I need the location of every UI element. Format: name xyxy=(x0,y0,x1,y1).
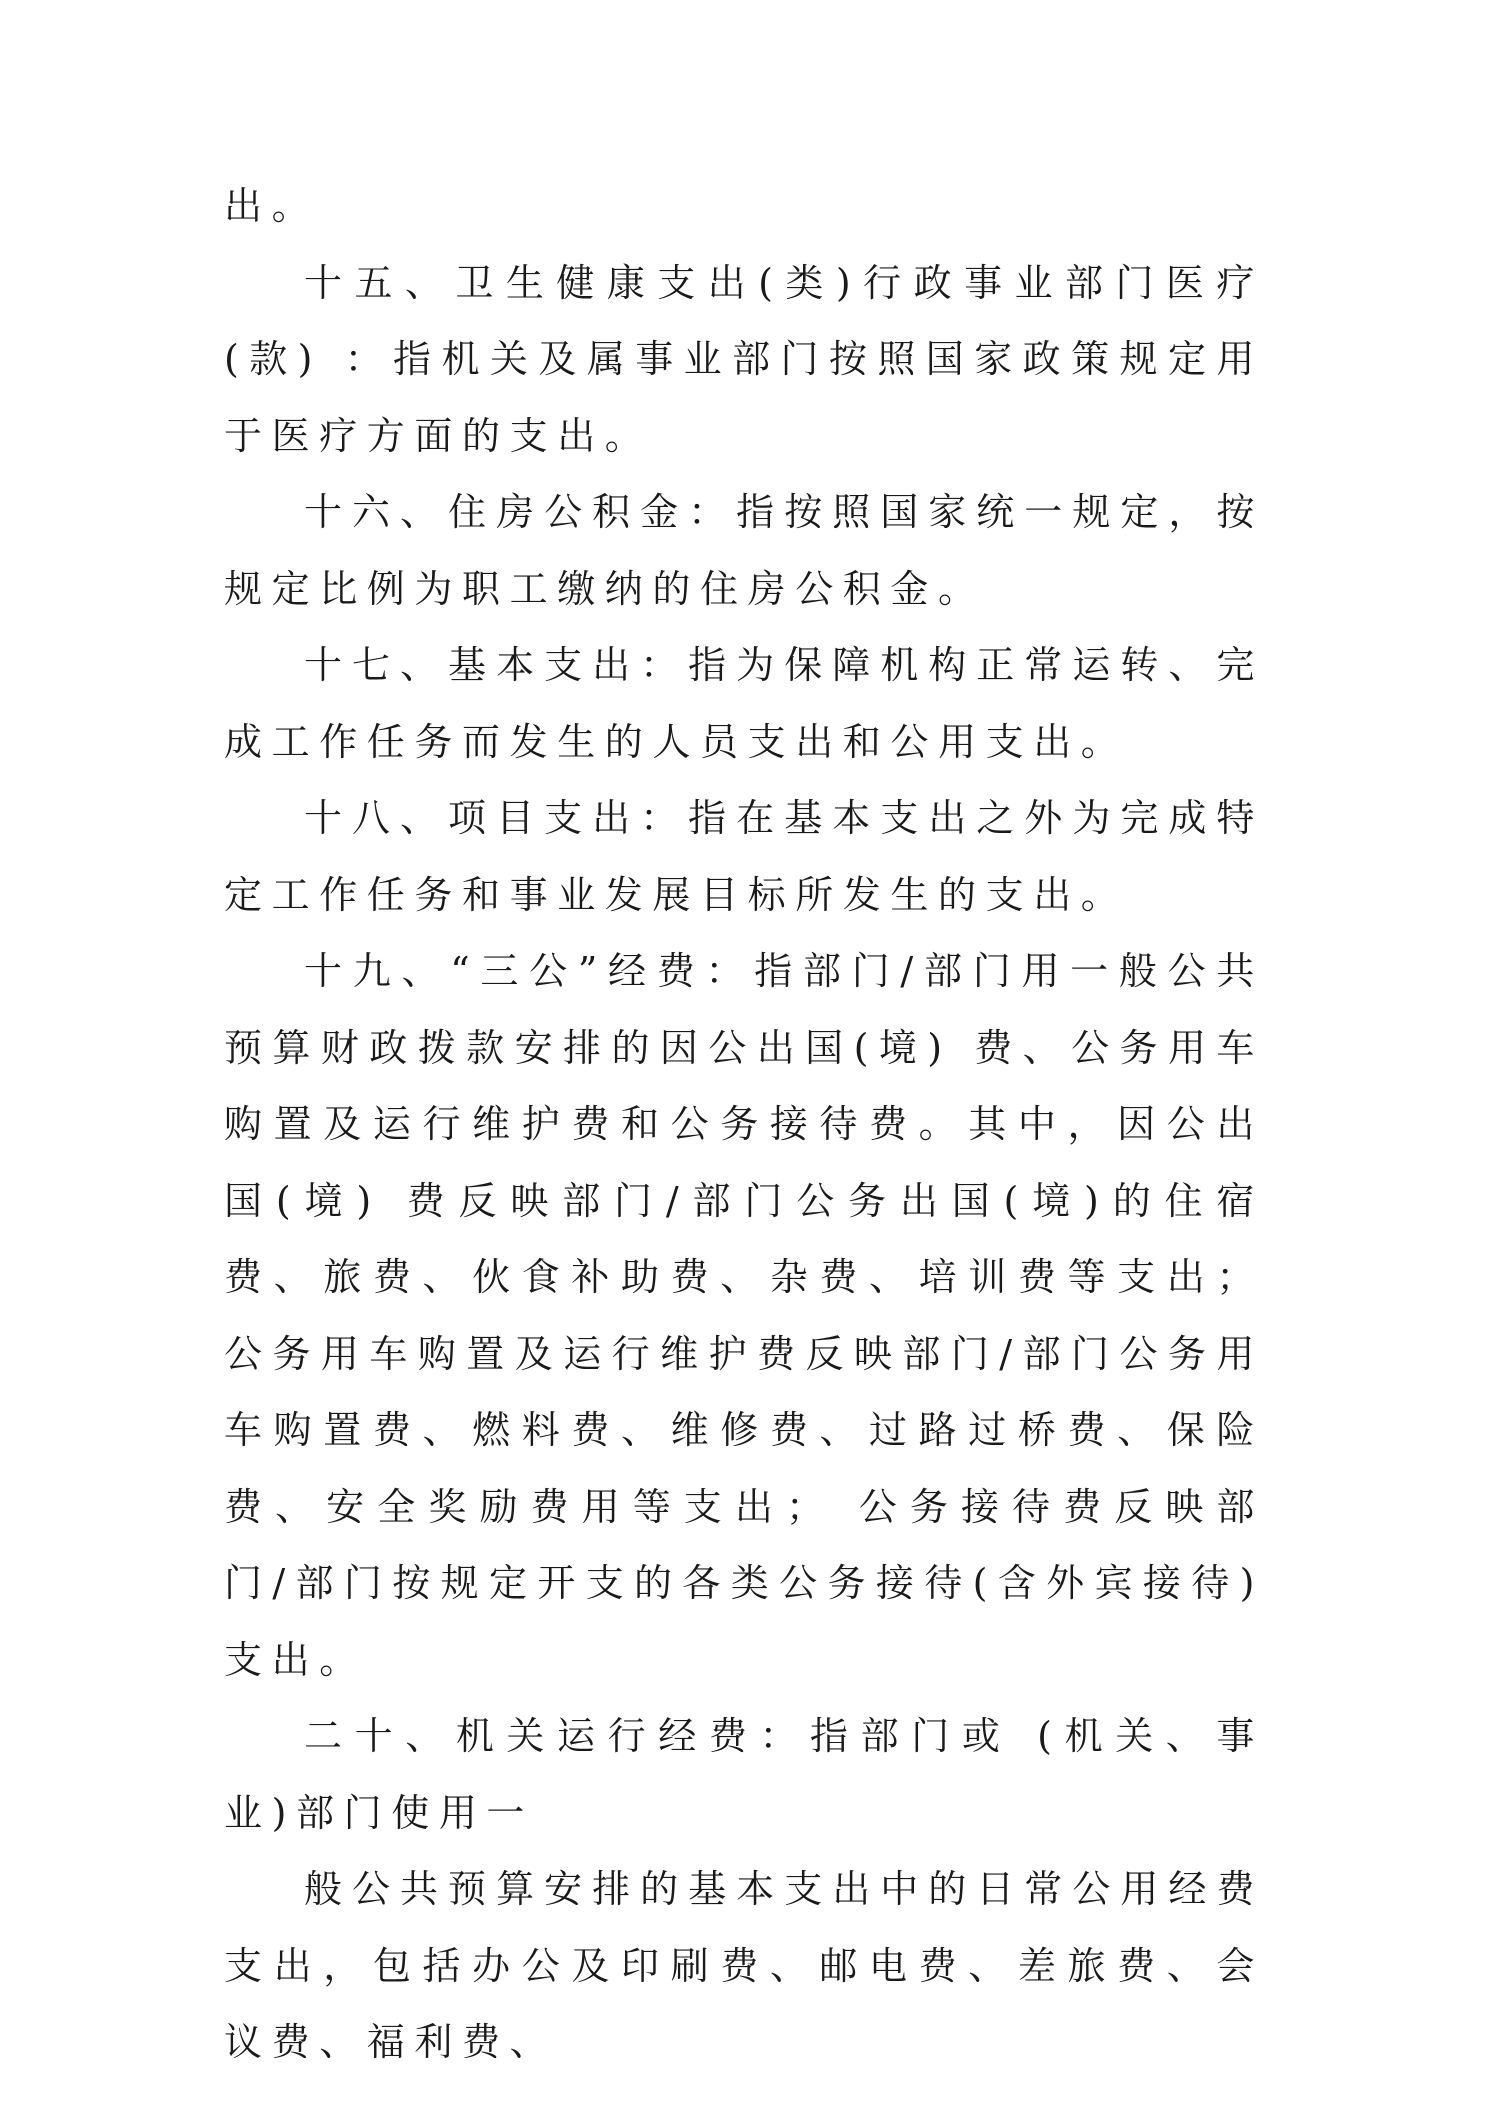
paragraph-item-16: 十六、住房公积金：指按照国家统一规定，按规定比例为职工缴纳的住房公积金。 xyxy=(224,490,1264,611)
paragraph-item-20-continued: 般公共预算安排的基本支出中的日常公用经费支出，包括办公及印刷费、邮电费、差旅费、会议费、福利费、 xyxy=(224,1867,1264,2064)
paragraph-item-15: 十五、卫生健康支出(类)行政事业部门医疗(款) ：指机关及属事业部门按照国家政策规定用于医疗方面的支出。 xyxy=(224,260,1264,458)
paragraph-item-18: 十八、项目支出：指在基本支出之外为完成特定工作任务和事业发展目标所发生的支出。 xyxy=(224,796,1264,917)
paragraph-item-17: 十七、基本支出：指为保障机构正常运转、完成工作任务而发生的人员支出和公用支出。 xyxy=(224,643,1264,764)
paragraph-continuation: 出。 xyxy=(224,184,320,228)
paragraph-item-20: 二十、机关运行经费：指部门或 (机关、事业)部门使用一 xyxy=(224,1714,1264,1835)
body-text xyxy=(224,168,1264,2081)
paragraph-item-19: 十九、“三公”经费：指部门/部门用一般公共预算财政拨款安排的因公出国(境) 费、公务用车购置及运行维护费和公务接待费。其中，因公出国(境) 费反映部门/部门公务出国(境)的住宿费、旅费、伙食补助费、杂费、培训费等支出； 公务用车购置及运行维护费反映部门/部门公务用车购置费、燃料费、维修费、过路过桥费、保险费、安全奖励费用等支出； 公务接待费反映部门/部门按规定开支的各类公务接待(含外宾接待) 支出。 xyxy=(224,949,1264,1682)
